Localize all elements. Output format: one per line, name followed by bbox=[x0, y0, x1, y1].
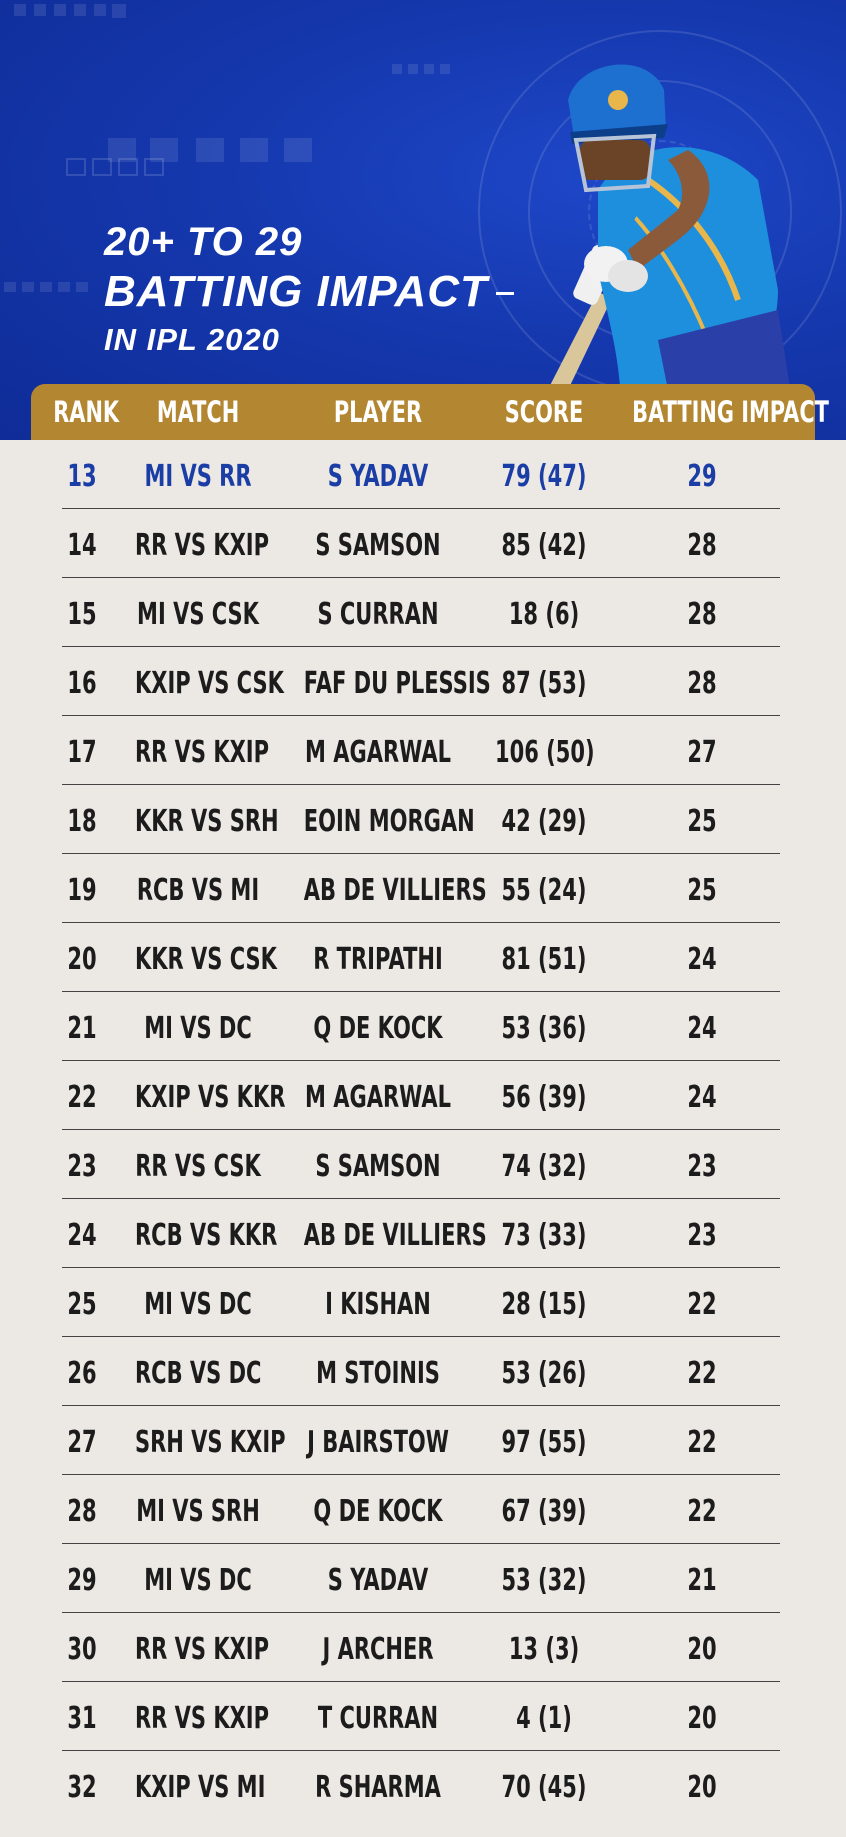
player-cell: M AGARWAL bbox=[305, 1080, 451, 1115]
score-cell: 53 (26) bbox=[501, 1356, 587, 1391]
rank-cell: 32 bbox=[67, 1770, 97, 1805]
batting-impact-cell: 23 bbox=[687, 1218, 717, 1253]
hero-banner bbox=[0, 0, 846, 440]
table-row bbox=[0, 578, 846, 647]
title-line-3: IN IPL 2020 bbox=[104, 322, 280, 357]
rank-cell: 13 bbox=[67, 459, 97, 494]
batting-impact-cell: 23 bbox=[687, 1149, 717, 1184]
player-cell: J BAIRSTOW bbox=[307, 1425, 449, 1460]
player-cell: S SAMSON bbox=[315, 528, 441, 563]
rank-cell: 16 bbox=[67, 666, 97, 701]
score-cell: 106 (50) bbox=[495, 735, 595, 770]
player-cell: S CURRAN bbox=[317, 597, 439, 632]
table-row bbox=[0, 854, 846, 923]
batting-impact-cell: 22 bbox=[687, 1287, 717, 1322]
match-cell: RR VS KXIP bbox=[135, 1632, 270, 1667]
batting-impact-cell: 27 bbox=[687, 735, 717, 770]
decor-square bbox=[424, 64, 434, 74]
player-cell: M AGARWAL bbox=[305, 735, 451, 770]
table-row bbox=[0, 440, 846, 509]
decor-square bbox=[74, 4, 86, 16]
batting-impact-cell: 25 bbox=[687, 804, 717, 839]
rank-cell: 17 bbox=[67, 735, 97, 770]
table-header bbox=[31, 384, 829, 440]
table-body bbox=[0, 440, 846, 1820]
rank-cell: 27 bbox=[67, 1425, 97, 1460]
decor-square bbox=[40, 282, 52, 292]
player-cell: J ARCHER bbox=[322, 1632, 434, 1667]
match-cell: RCB VS DC bbox=[135, 1356, 262, 1391]
match-cell: MI VS RR bbox=[144, 459, 252, 494]
batting-impact-cell: 20 bbox=[687, 1632, 717, 1667]
score-cell: 18 (6) bbox=[508, 597, 580, 632]
batting-impact-cell: 24 bbox=[687, 1080, 717, 1115]
score-cell: 85 (42) bbox=[501, 528, 587, 563]
batting-impact-cell: 29 bbox=[687, 459, 717, 494]
table-row bbox=[0, 509, 846, 578]
match-cell: RR VS KXIP bbox=[135, 735, 270, 770]
player-cell: S YADAV bbox=[327, 1563, 429, 1598]
rank-cell: 15 bbox=[67, 597, 97, 632]
table-row bbox=[0, 1130, 846, 1199]
player-cell: R SHARMA bbox=[315, 1770, 441, 1805]
decor-square bbox=[76, 282, 88, 292]
score-cell: 53 (36) bbox=[501, 1011, 587, 1046]
decor-square bbox=[22, 282, 34, 292]
match-cell: KKR VS CSK bbox=[135, 942, 277, 977]
header-player: PLAYER bbox=[333, 395, 423, 429]
header-rank: RANK bbox=[53, 395, 120, 429]
player-cell: Q DE KOCK bbox=[313, 1494, 443, 1529]
score-cell: 55 (24) bbox=[501, 873, 587, 908]
batting-impact-cell: 24 bbox=[687, 942, 717, 977]
table-row bbox=[0, 923, 846, 992]
score-cell: 73 (33) bbox=[501, 1218, 587, 1253]
score-cell: 56 (39) bbox=[501, 1080, 587, 1115]
score-cell: 87 (53) bbox=[501, 666, 587, 701]
match-cell: MI VS DC bbox=[144, 1563, 252, 1598]
title-block bbox=[104, 218, 488, 362]
score-cell: 28 (15) bbox=[501, 1287, 587, 1322]
batsman-illustration bbox=[478, 40, 829, 440]
match-cell: RR VS KXIP bbox=[135, 528, 270, 563]
batting-impact-cell: 28 bbox=[687, 666, 717, 701]
header-match: MATCH bbox=[156, 395, 240, 429]
match-cell: RCB VS KKR bbox=[135, 1218, 278, 1253]
decor-square bbox=[34, 4, 46, 16]
score-cell: 74 (32) bbox=[501, 1149, 587, 1184]
score-cell: 81 (51) bbox=[501, 942, 587, 977]
batting-impact-cell: 22 bbox=[687, 1494, 717, 1529]
match-cell: KXIP VS KKR bbox=[135, 1080, 286, 1115]
rank-cell: 25 bbox=[67, 1287, 97, 1322]
table-row bbox=[0, 1751, 846, 1820]
decor-square bbox=[284, 138, 312, 162]
decor-square bbox=[144, 158, 164, 176]
match-cell: MI VS SRH bbox=[136, 1494, 260, 1529]
match-cell: MI VS CSK bbox=[137, 597, 259, 632]
batting-impact-cell: 20 bbox=[687, 1701, 717, 1736]
score-cell: 13 (3) bbox=[508, 1632, 580, 1667]
decor-square bbox=[196, 138, 224, 162]
score-cell: 42 (29) bbox=[501, 804, 587, 839]
match-cell: KKR VS SRH bbox=[135, 804, 279, 839]
title-accent-line bbox=[496, 292, 514, 295]
table-row bbox=[0, 1406, 846, 1475]
player-cell: R TRIPATHI bbox=[313, 942, 443, 977]
table-row bbox=[0, 785, 846, 854]
table-row bbox=[0, 1682, 846, 1751]
table-row bbox=[0, 1337, 846, 1406]
score-cell: 4 (1) bbox=[516, 1701, 572, 1736]
rank-cell: 26 bbox=[67, 1356, 97, 1391]
rank-cell: 29 bbox=[67, 1563, 97, 1598]
batting-impact-cell: 28 bbox=[687, 528, 717, 563]
player-cell: I KISHAN bbox=[325, 1287, 431, 1322]
table-row bbox=[0, 1268, 846, 1337]
header-batting-impact: BATTING IMPACT bbox=[632, 395, 829, 429]
player-cell: S YADAV bbox=[327, 459, 429, 494]
decor-square bbox=[440, 64, 450, 74]
decor-square bbox=[118, 158, 138, 176]
table-row bbox=[0, 1061, 846, 1130]
score-cell: 79 (47) bbox=[501, 459, 587, 494]
player-cell: AB DE VILLIERS bbox=[303, 873, 487, 908]
table-row bbox=[0, 647, 846, 716]
decor-square bbox=[54, 4, 66, 16]
match-cell: MI VS DC bbox=[144, 1011, 252, 1046]
title-line-1: 20+ TO 29 bbox=[104, 220, 303, 264]
rank-cell: 23 bbox=[67, 1149, 97, 1184]
match-cell: MI VS DC bbox=[144, 1287, 252, 1322]
table-row bbox=[0, 1475, 846, 1544]
score-cell: 97 (55) bbox=[501, 1425, 587, 1460]
decor-square bbox=[112, 4, 126, 18]
decor-square bbox=[58, 282, 70, 292]
decor-square bbox=[4, 282, 16, 292]
decor-square bbox=[240, 138, 268, 162]
rank-cell: 24 bbox=[67, 1218, 97, 1253]
table-row bbox=[0, 1613, 846, 1682]
match-cell: SRH VS KXIP bbox=[135, 1425, 286, 1460]
match-cell: RR VS CSK bbox=[135, 1149, 261, 1184]
player-cell: M STOINIS bbox=[316, 1356, 440, 1391]
player-cell: EOIN MORGAN bbox=[303, 804, 475, 839]
rank-cell: 28 bbox=[67, 1494, 97, 1529]
batting-impact-cell: 22 bbox=[687, 1425, 717, 1460]
rank-cell: 18 bbox=[67, 804, 97, 839]
match-cell: RR VS KXIP bbox=[135, 1701, 270, 1736]
rank-cell: 21 bbox=[67, 1011, 97, 1046]
rank-cell: 20 bbox=[67, 942, 97, 977]
score-cell: 70 (45) bbox=[501, 1770, 587, 1805]
score-cell: 53 (32) bbox=[501, 1563, 587, 1598]
table-row bbox=[0, 716, 846, 785]
rank-cell: 31 bbox=[67, 1701, 97, 1736]
match-cell: RCB VS MI bbox=[136, 873, 260, 908]
decor-square bbox=[392, 64, 402, 74]
batting-impact-cell: 22 bbox=[687, 1356, 717, 1391]
rank-cell: 14 bbox=[67, 528, 97, 563]
table-row bbox=[0, 1544, 846, 1613]
batting-impact-cell: 24 bbox=[687, 1011, 717, 1046]
title-line-2: BATTING IMPACT bbox=[104, 267, 488, 316]
batting-impact-cell: 21 bbox=[687, 1563, 717, 1598]
match-cell: KXIP VS MI bbox=[135, 1770, 266, 1805]
decor-square bbox=[14, 4, 26, 16]
match-cell: KXIP VS CSK bbox=[135, 666, 284, 701]
player-cell: FAF DU PLESSIS bbox=[303, 666, 491, 701]
rank-cell: 22 bbox=[67, 1080, 97, 1115]
player-cell: AB DE VILLIERS bbox=[303, 1218, 487, 1253]
table-row bbox=[0, 1199, 846, 1268]
rank-cell: 30 bbox=[67, 1632, 97, 1667]
player-cell: S SAMSON bbox=[315, 1149, 441, 1184]
decor-square bbox=[92, 158, 112, 176]
decor-square bbox=[94, 4, 106, 16]
decor-square bbox=[408, 64, 418, 74]
batting-impact-cell: 28 bbox=[687, 597, 717, 632]
decor-square bbox=[66, 158, 86, 176]
batting-impact-cell: 20 bbox=[687, 1770, 717, 1805]
score-cell: 67 (39) bbox=[501, 1494, 587, 1529]
table-row bbox=[0, 992, 846, 1061]
player-cell: Q DE KOCK bbox=[313, 1011, 443, 1046]
rank-cell: 19 bbox=[67, 873, 97, 908]
header-score: SCORE bbox=[504, 395, 584, 429]
batting-impact-cell: 25 bbox=[687, 873, 717, 908]
player-cell: T CURRAN bbox=[317, 1701, 439, 1736]
